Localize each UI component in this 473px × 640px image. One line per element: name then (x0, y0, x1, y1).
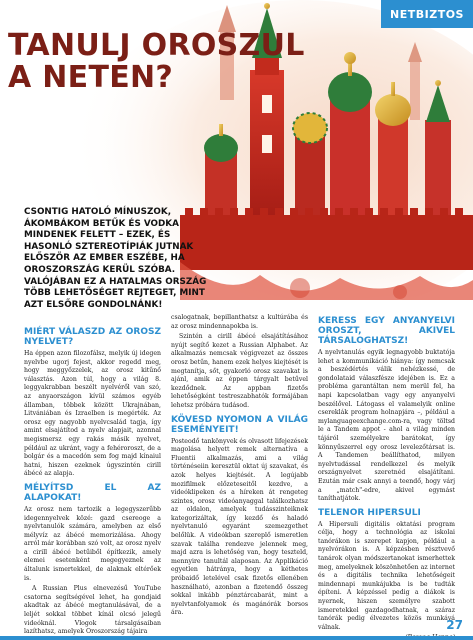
subheading-basics: MÉLYÍTSD EL AZ ALAPOKAT! (24, 482, 161, 503)
subheading-telenor-hipersuli: TELENOR HIPERSULI (318, 507, 421, 518)
paragraph: Az orosz nem tartozik a legegyszerűbb idegennyelvek közé: gazd csereoge a nyelvtanulók számára, amelyben az első mélyvíz az ábécé memorizálása. Ahogy arról már korábban szó volt, az orosz nyelv a cirill ábécé betűiből építkezik, amely elemei esetenként megegyeznek az általunk ismertekkel, de alaknak eltérőek is. (24, 505, 161, 582)
paragraph: A Russian Plus elnevezésű YouTube csatorna segítségével lehet, ha gondjaid akadtak az ábécé megtanulásával, de a leljét sokkal többet kínál olcsó jelegű videóknál. Vlogok társalgásaiban lazíthatsz, amelyek Oroszország tájaira (24, 585, 161, 636)
subheading-world-events: KÖVESD NYOMON A VILÁG ESEMÉNYEIT! (171, 414, 308, 435)
column-2 (171, 314, 308, 620)
subheading-why-russian: MIÉRT VÁLASZD AZ OROSZ NYELVET? (24, 327, 161, 347)
paragraph: A nyelvtanulás egyik legnagyobb buktatója lehet a kommunikáció hiánya: így nemcsak a beszédértés válik nehézkessé, de gondolataid válaszfésze idejében is. Ez a probléma garantáltan nem merül fel, ha napi kapcsolatban vagy egy anyanyelvi beszélővel. Látogass el valamelyik online csereklák program holnapjára –, például a mylanguageexchange.com-ra, vagy töltsd le a Tandem appot - ahol a világ minden tájáról személyekre barátokat, így könnyűszerrel egy orosz levelezőtársat is. A Tandemen beállíthatod, milyen nyelvtudással rendelkezel és melyik országnyelvet szeretnéd elsajátítani. Ezután már csak annyi a teendő, hogy várj a „match"-edre, akivel egymást taníthatjátok. (318, 349, 455, 503)
column-3 (318, 316, 455, 640)
subheading-native-speaker: KERESS EGY ANYANYELVI OROSZT, AKIVEL TÁRSALOGHATSZ! (318, 316, 455, 346)
page-number: 27 (446, 618, 463, 632)
section-tag: NETBIZTOS (381, 0, 473, 28)
paragraph: Szintén a cirill ábécé elsajátításához nyújt segítő kezet a Russian Alphabet. Az alkalmazás nemcsak végigvezet az összes orosz betűn, hanem ezek helyes kiejtését is megtanítja, sőt, gyakorló orosz szavakat is ajánl, amik az éppen tárgyalt betűvel kezdődnek. Az appban fizetős lehetőségként testreszabhatók formájában lehetsz próbára tudásod. (171, 333, 308, 409)
lead-paragraph: CSONTIG HATOLÓ MÍNUSZOK, ÁKOMBÁKOM BETŰK ÉS VODKA MINDENEK FELETT – EZEK, ÉS HASONLÓ SZTEREOTÍPIÁK JUTNAK ELŐSZÖR AZ EMBER ESZÉBE, HA OROSZORSZÁG KERÜL SZÓBA. VALÓJÁBAN EZ A HATALMAS ORSZÁG TÖBB LEHETŐSÉGET REJTEGET, MINT AZT ELSŐRE GONDOLNÁNK! (24, 207, 207, 310)
paragraph: Posteodő tankönyvek és olvasott lifejezések magolása helyett remek alternatíva a Fluentii alkalmazás, ami a világ történéseiin keresztül oktat új szavakat, és azok helyes kiejtését. A legújabb mozifilmek előzeteseitől kezdve, a videóklipeken és a híreken át rengeteg szintes, orosz videóanyaggal találkozhatsz az oldalon, amelyek tudásszinteiknek kategorizáltak, így kezdő és haladó nyelvtanuló egyaránt szemezgethet belőlük. A videókban szereplő ismeretlen szavak találha rendezve jelennek meg, majd azra is lehetőség van, hogy teszteld, mennyire tanultál alaposan. Az Applikáció egyetlen hátránya, hogy a kéthetes próbaidő letelével csak fizetős ellenében használható, azonban a fizetendő összeg sokkal inkább pénztárcabarát, mint a nyelvtanfolyamok és magánórák borsos ára. (171, 437, 308, 617)
paragraph: A Hipersuli digitális oktatási program célja, hogy a technológia az iskolai tanórákon is szerepet kapjon, például a nyelvórákon is. A képzésben résztvevő tanárok olyan módszertanokat ismerhettek meg, amelyeknek köszönhetően az internet és a digitális technika lehetőségeit mindennapi munkájukba is be tudták építeni. A képzéssel pedig a diákok is nyernek, hiszen személyre szabott ismeretekkel gazdagodhatnak, a száraz tanórák pedig élvezetes közös munkává válnak. (318, 520, 455, 631)
headline: TANULJ OROSZUL A NETEN? (8, 28, 305, 95)
page-footer-bar (0, 636, 473, 640)
paragraph: csalogatnak, bepillanthatsz a kultúrába és az orosz mindennapokba is. (171, 314, 308, 330)
paragraph: Ha éppen azon filozofálsz, melyik új idegen nyelvbe ugorj fejest, akkor regedd meg, hogy meggyőzzelek, az orosz kitűnő választás. Azon túl, hogy a világ 8. leggyakrabban beszélt nyelvéről van szó, az anyaországon kívül számos egyéb államban, többek között Ukrajnában, Litvániában és Izraelben is megérték. Az orosz egy nagyobb nyelvcsalád tagja, így amint elsajátítod a nyelv alapjait, azonnal megismersz egy rakás másik nyelvet, például az ukránt, vagy a fehéroroszt, de a bolgár és a macedón sem fog majd kínaiul hatni, hiszen ezeknek úgyszintén cirill ábécé az alapja. (24, 350, 161, 478)
column-1 (24, 327, 161, 639)
